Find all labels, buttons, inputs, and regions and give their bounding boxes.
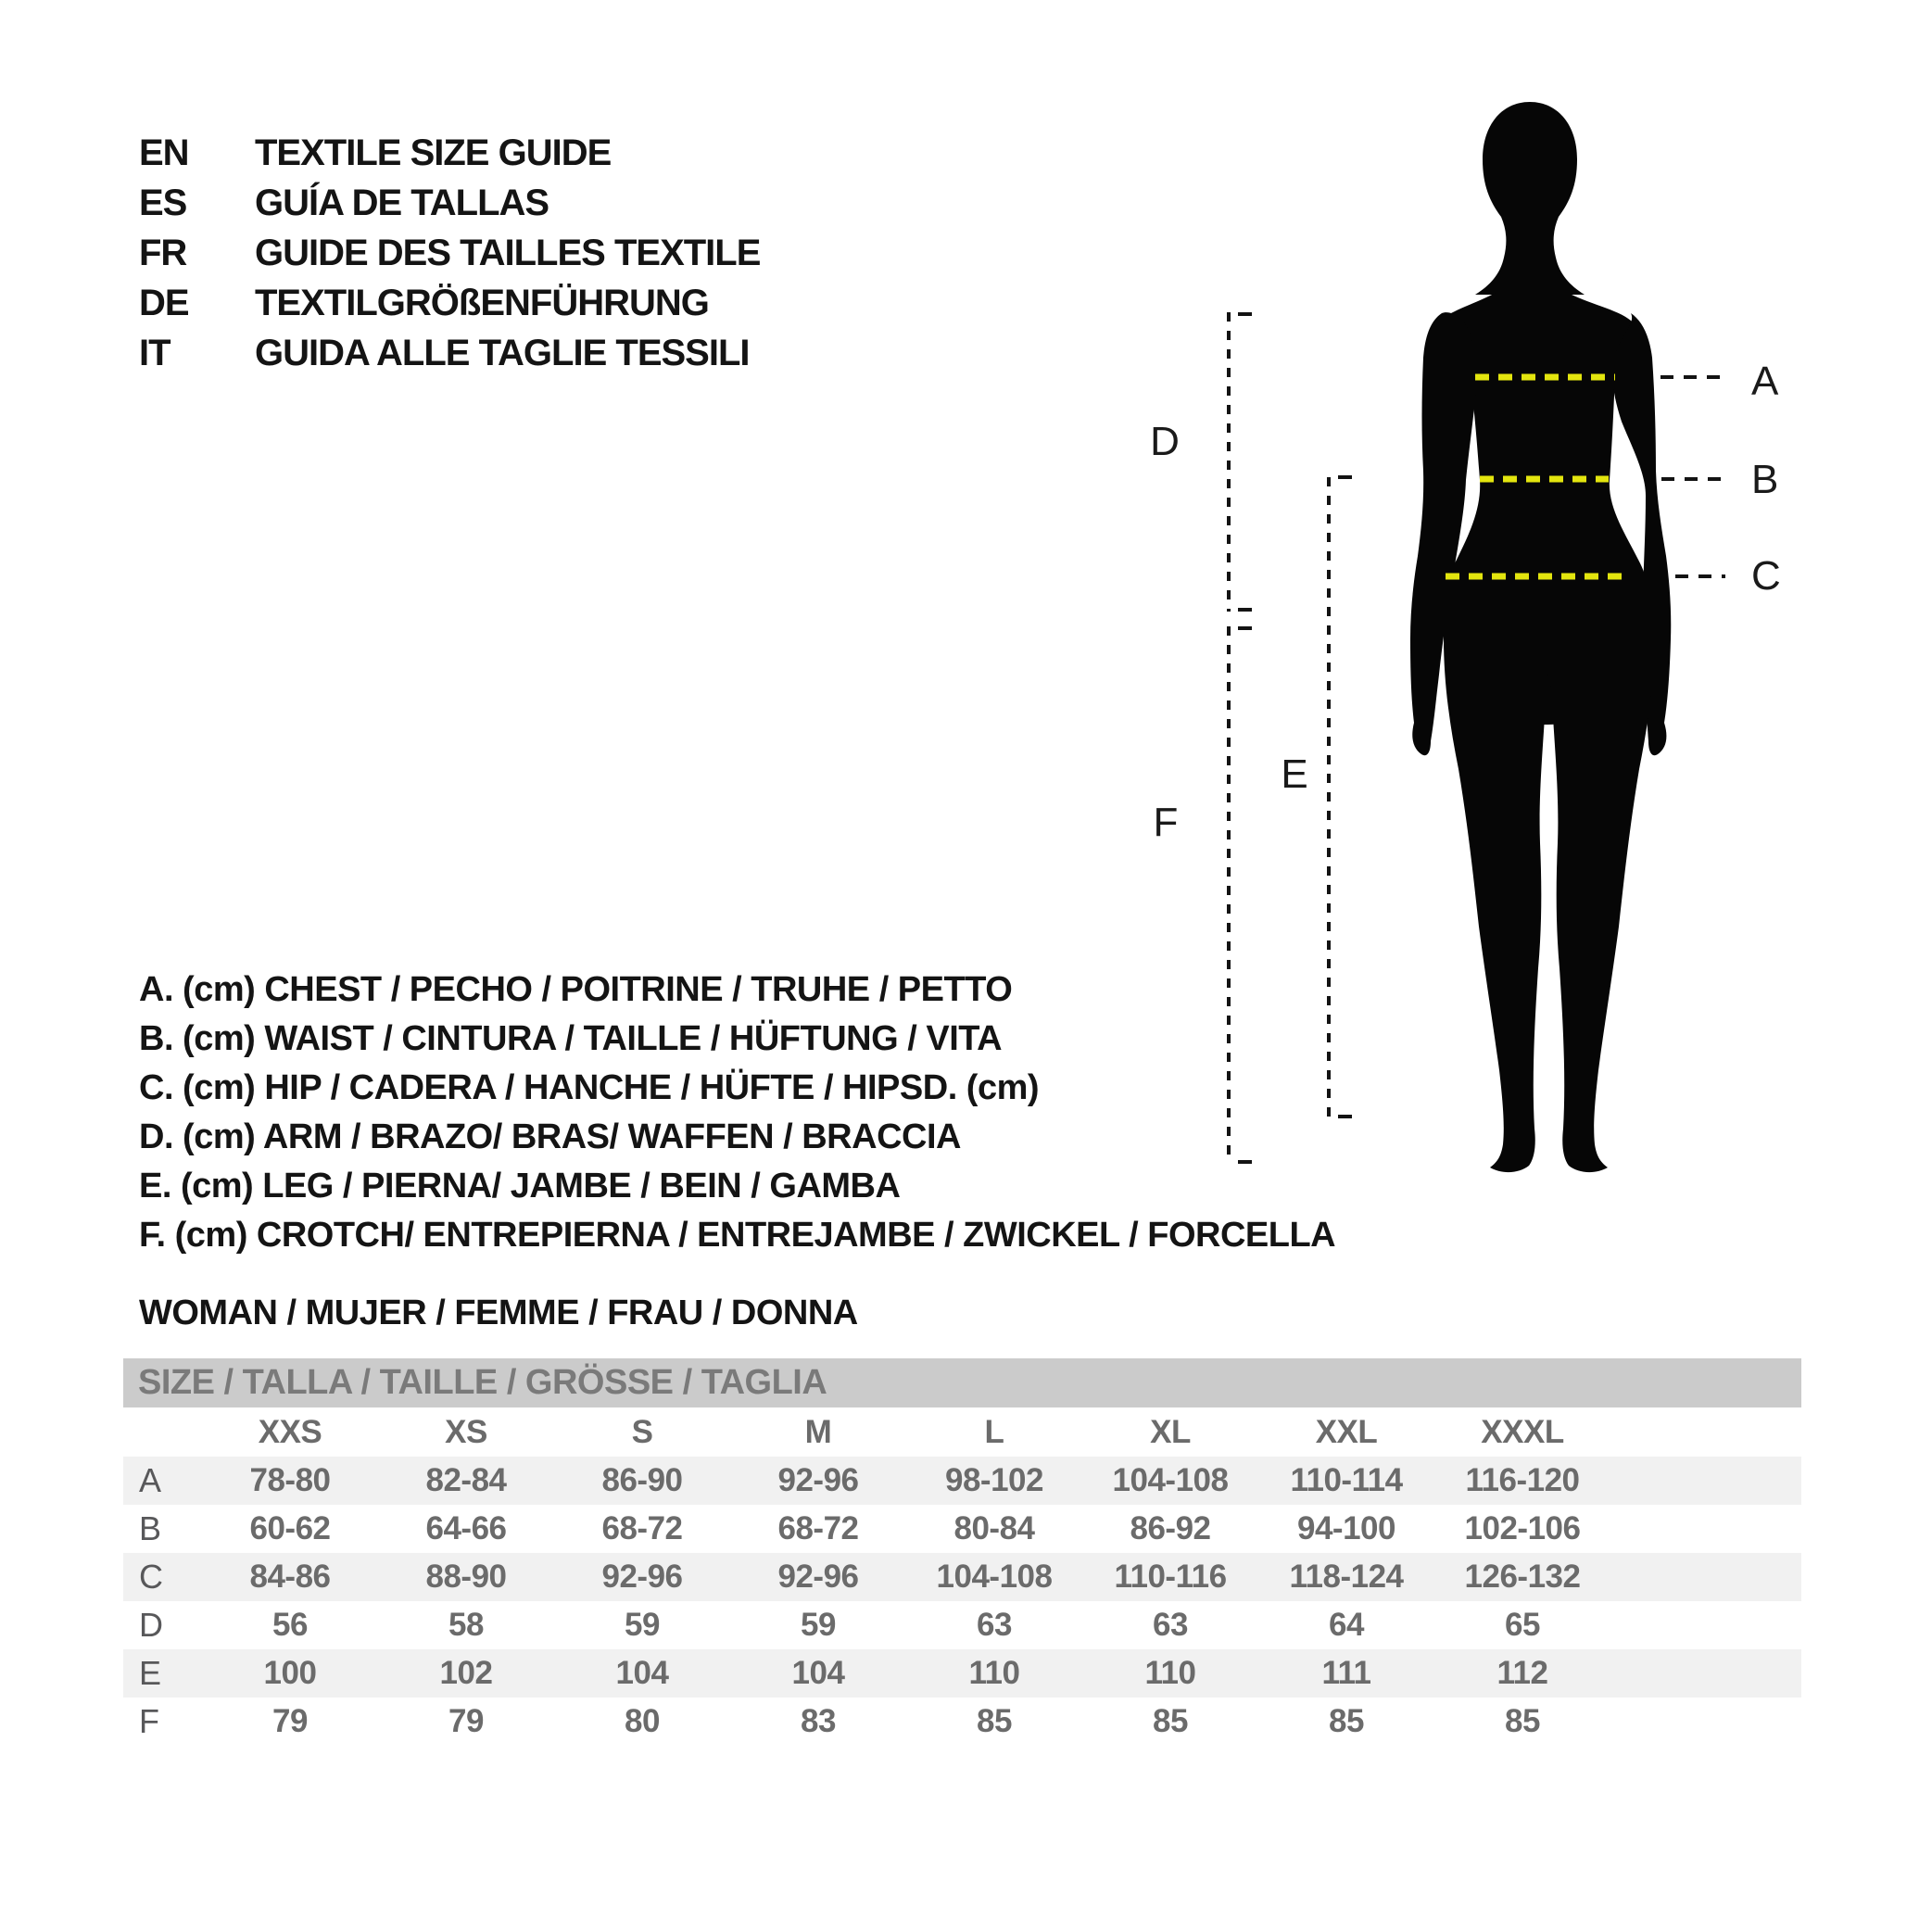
cell: 59 bbox=[801, 1607, 836, 1643]
size-col-header: XL bbox=[1150, 1413, 1191, 1450]
language-title: GUIDA ALLE TAGLIE TESSILI bbox=[255, 332, 750, 373]
legend-waist: B. (cm) WAIST / CINTURA / TAILLE / HÜFTUNG / VITA bbox=[139, 1019, 1003, 1058]
size-col-header: M bbox=[804, 1413, 832, 1450]
table-row-crotch bbox=[123, 1698, 1801, 1746]
size-table-header-row bbox=[123, 1407, 1801, 1457]
language-row bbox=[139, 228, 760, 278]
legend-leg: E. (cm) LEG / PIERNA/ JAMBE / BEIN / GAMBA bbox=[139, 1167, 901, 1205]
language-title: TEXTILGRÖßENFÜHRUNG bbox=[255, 282, 709, 323]
arm-line-top-tick bbox=[1238, 312, 1252, 316]
measure-label-leg: E bbox=[1281, 751, 1308, 797]
cell: 80 bbox=[625, 1703, 660, 1739]
cell: 102 bbox=[439, 1655, 493, 1691]
cell: 85 bbox=[1329, 1703, 1364, 1739]
row-label: E bbox=[139, 1654, 162, 1692]
legend-chest: A. (cm) CHEST / PECHO / POITRINE / TRUHE / PETTO bbox=[139, 970, 1013, 1009]
table-row-waist bbox=[123, 1505, 1801, 1553]
cell: 92-96 bbox=[777, 1559, 859, 1595]
language-title-block bbox=[139, 128, 760, 378]
cell: 80-84 bbox=[953, 1510, 1035, 1546]
cell: 126-132 bbox=[1464, 1559, 1581, 1595]
cell: 83 bbox=[801, 1703, 836, 1739]
cell: 59 bbox=[625, 1607, 660, 1643]
size-col-header: XXS bbox=[258, 1413, 322, 1450]
cell: 68-72 bbox=[601, 1510, 683, 1546]
cell: 79 bbox=[272, 1703, 308, 1739]
cell: 68-72 bbox=[777, 1510, 859, 1546]
size-col-header: L bbox=[984, 1413, 1004, 1450]
size-col-header: S bbox=[631, 1413, 653, 1450]
cell: 84-86 bbox=[249, 1559, 331, 1595]
size-col-header: XS bbox=[445, 1413, 487, 1450]
legend-hip: C. (cm) HIP / CADERA / HANCHE / HÜFTE / HIPSD. (cm) bbox=[139, 1068, 1040, 1107]
cell: 58 bbox=[448, 1607, 484, 1643]
language-code: EN bbox=[139, 132, 189, 173]
measure-label-hip: C bbox=[1751, 553, 1781, 599]
cell: 104-108 bbox=[1112, 1462, 1229, 1498]
cell: 104 bbox=[791, 1655, 845, 1691]
cell: 85 bbox=[977, 1703, 1012, 1739]
measure-label-arm: D bbox=[1150, 419, 1180, 464]
row-label: C bbox=[139, 1558, 163, 1596]
measure-label-chest: A bbox=[1751, 359, 1779, 404]
cell: 78-80 bbox=[249, 1462, 331, 1498]
language-row bbox=[139, 128, 760, 178]
measure-label-waist: B bbox=[1751, 457, 1779, 502]
arm-measure-line bbox=[1227, 312, 1231, 612]
measurement-legend bbox=[139, 966, 1335, 1260]
silhouette-head bbox=[1475, 102, 1585, 295]
cell: 110 bbox=[1144, 1655, 1196, 1691]
cell: 116-120 bbox=[1465, 1462, 1580, 1498]
row-label: F bbox=[139, 1702, 159, 1740]
cell: 60-62 bbox=[249, 1510, 331, 1546]
arm-line-bottom-tick bbox=[1238, 608, 1252, 612]
row-label: B bbox=[139, 1509, 162, 1547]
language-title: GUÍA DE TALLAS bbox=[255, 182, 549, 223]
table-row-arm bbox=[123, 1601, 1801, 1649]
cell: 98-102 bbox=[945, 1462, 1043, 1498]
language-code: IT bbox=[139, 332, 170, 373]
cell: 65 bbox=[1505, 1607, 1540, 1643]
table-row-hip bbox=[123, 1553, 1801, 1601]
cell: 104 bbox=[615, 1655, 669, 1691]
cell: 88-90 bbox=[425, 1559, 507, 1595]
cell: 110-114 bbox=[1290, 1462, 1403, 1498]
table-row-leg bbox=[123, 1649, 1801, 1698]
size-table bbox=[123, 1358, 1801, 1746]
cell: 85 bbox=[1505, 1703, 1540, 1739]
cell: 100 bbox=[263, 1655, 317, 1691]
cell: 63 bbox=[1153, 1607, 1188, 1643]
language-row bbox=[139, 328, 760, 378]
cell: 112 bbox=[1496, 1655, 1548, 1691]
leg-line-top-tick bbox=[1338, 475, 1352, 479]
language-title: TEXTILE SIZE GUIDE bbox=[255, 132, 612, 173]
row-label: D bbox=[139, 1606, 163, 1644]
table-row-chest bbox=[123, 1457, 1801, 1505]
size-col-header: XXL bbox=[1315, 1413, 1378, 1450]
cell: 92-96 bbox=[601, 1559, 683, 1595]
gender-heading: WOMAN / MUJER / FEMME / FRAU / DONNA bbox=[139, 1294, 858, 1332]
cell: 79 bbox=[448, 1703, 484, 1739]
legend-arm: D. (cm) ARM / BRAZO/ BRAS/ WAFFEN / BRACCIA bbox=[139, 1117, 961, 1156]
cell: 102-106 bbox=[1464, 1510, 1581, 1546]
cell: 56 bbox=[272, 1607, 308, 1643]
cell: 118-124 bbox=[1289, 1559, 1404, 1595]
crotch-line-top-tick bbox=[1238, 626, 1252, 630]
cell: 110-116 bbox=[1114, 1559, 1227, 1595]
language-code: DE bbox=[139, 282, 189, 323]
cell: 92-96 bbox=[777, 1462, 859, 1498]
leg-line-bottom-tick bbox=[1338, 1115, 1352, 1118]
language-code: FR bbox=[139, 232, 187, 273]
cell: 111 bbox=[1321, 1655, 1371, 1691]
language-code: ES bbox=[139, 182, 187, 223]
language-row bbox=[139, 278, 760, 328]
silhouette-left-leg bbox=[1444, 593, 1548, 1172]
cell: 64-66 bbox=[425, 1510, 507, 1546]
cell: 63 bbox=[977, 1607, 1012, 1643]
language-row bbox=[139, 178, 760, 228]
size-table-title-band bbox=[123, 1358, 1801, 1407]
cell: 86-90 bbox=[601, 1462, 683, 1498]
woman-silhouette-figure bbox=[1399, 93, 1742, 1186]
measure-label-crotch: F bbox=[1153, 800, 1179, 845]
cell: 110 bbox=[968, 1655, 1020, 1691]
cell: 94-100 bbox=[1297, 1510, 1395, 1546]
legend-crotch: F. (cm) CROTCH/ ENTREPIERNA / ENTREJAMBE / ZWICKEL / FORCELLA bbox=[139, 1216, 1336, 1255]
size-col-header: XXXL bbox=[1481, 1413, 1564, 1450]
cell: 82-84 bbox=[425, 1462, 507, 1498]
cell: 85 bbox=[1153, 1703, 1188, 1739]
row-label: A bbox=[139, 1461, 162, 1499]
silhouette-right-leg bbox=[1549, 593, 1654, 1172]
size-table-title: SIZE / TALLA / TAILLE / GRÖSSE / TAGLIA bbox=[138, 1363, 827, 1402]
cell: 64 bbox=[1329, 1607, 1364, 1643]
cell: 104-108 bbox=[936, 1559, 1053, 1595]
language-title: GUIDE DES TAILLES TEXTILE bbox=[255, 232, 761, 273]
cell: 86-92 bbox=[1130, 1510, 1211, 1546]
